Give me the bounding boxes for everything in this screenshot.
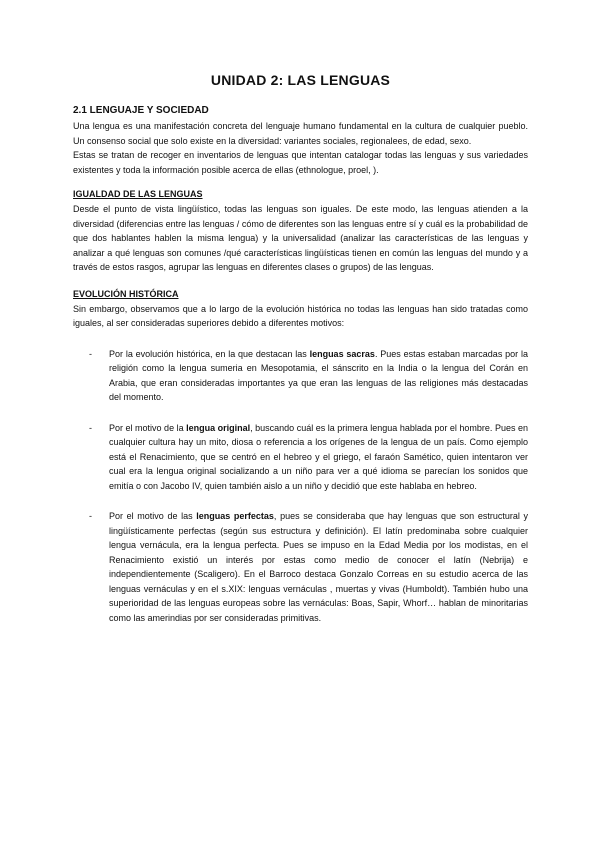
section-heading: 2.1 LENGUAJE Y SOCIEDAD	[73, 105, 209, 116]
bold-term: lenguas sacras	[309, 348, 375, 359]
list-item: - Por la evolución histórica, en la que destacan las lenguas sacras. Pues estas estaban marcadas por la religión como la lengua sumeria en Mesopotamia, el sánscrito en la India o la lengua del Corán en Arabia, que eran consideradas importantes ya que eran las lenguas de las religiones más destacadas del momento.	[89, 348, 528, 402]
bold-term: lengua original	[186, 422, 251, 433]
list-item: - Por el motivo de la lengua original, buscando cuál es la primera lengua hablada por el hombre. Pues en cualquier cultura hay un mito, diosa o referencia a los orígenes de la lengua de un país. Como ejemplo está el Renacimiento, que se centró en el hebreo y el griego, el faraón Samético, quien intentaron ver cual era la lengua original socializando a un niño para ver a qué idioma se parecían los sonidos que emitía o con Jacobo IV, quien también aislo a un niño y decidió que este hablaba en hebreo.	[89, 422, 528, 491]
section-lenguaje-sociedad	[73, 105, 528, 177]
dash-bullet: -	[89, 422, 92, 433]
list-item: - Por el motivo de las lenguas perfectas, pues se consideraba que hay lenguas que son estructural y lingüísticamente perfectas (según sus estructura y definición). El latín predominaba sobre cualquier lengua vernácula, era la lengua perfecta. Pues se impuso en la Edad Media por los modistas, en el Renacimiento existió un interés por estas como medio de conocer el latín (Nebrija) e independientemente (Scaligero). En el Barroco destaca Gonzalo Correas en su estudio acerca de las lenguas vernáculas y en el s.XIX: lenguas vernáculas , muertas y vivas (Humboldt). También hubo una superioridad de las lenguas europeas sobre las vernáculas: Boas, Sapir, Whorf… hablan de minoritarias como las amerindias por ser consideradas primitivas.	[89, 511, 528, 623]
section-heading: EVOLUCIÓN HISTÓRICA	[73, 288, 179, 299]
dash-bullet: -	[89, 511, 92, 521]
document-page	[73, 72, 528, 641]
section-evolucion	[73, 289, 528, 626]
paragraph: Desde el punto de vista lingüístico, todas las lenguas son iguales. De este modo, las lenguas atienden a la diversidad (diferencias entre las lenguas / cómo de diferentes son las lenguas entre sí y cuál es la probabilidad de que dos hablantes hablen la misma lengua) y la universalidad (analizar las características de las lenguas y analizar a qué lenguas son comunes /qué características lingüísticas tienen en común las lenguas del mundo y a través de estos rasgos, agrupar las lenguas en diferentes clases o grupos) de las lenguas.	[73, 204, 528, 272]
bold-term: lenguas perfectas	[196, 511, 274, 521]
section-igualdad	[73, 189, 528, 275]
page-title: UNIDAD 2: LAS LENGUAS	[210, 72, 391, 88]
paragraph: Una lengua es una manifestación concreta del lenguaje humano fundamental en la cultura de cualquier pueblo. Un consenso social que solo existe en la diversidad: variantes sociales, regionalees, de edad, sexo.	[73, 121, 528, 146]
paragraph: Sin embargo, observamos que a lo largo de la evolución histórica no todas las lenguas han sido tratadas como iguales, al ser consideradas superiores debido a diferentes motivos:	[73, 303, 528, 328]
bullet-list	[73, 347, 528, 626]
dash-bullet: -	[89, 348, 92, 359]
paragraph: Estas se tratan de recoger en inventarios de lenguas que intentan catalogar todas las lenguas y sus variedades existentes y toda la información posible acerca de ellas (ethnologue, proel, ).	[73, 150, 528, 175]
section-heading: IGUALDAD DE LAS LENGUAS	[73, 189, 203, 199]
